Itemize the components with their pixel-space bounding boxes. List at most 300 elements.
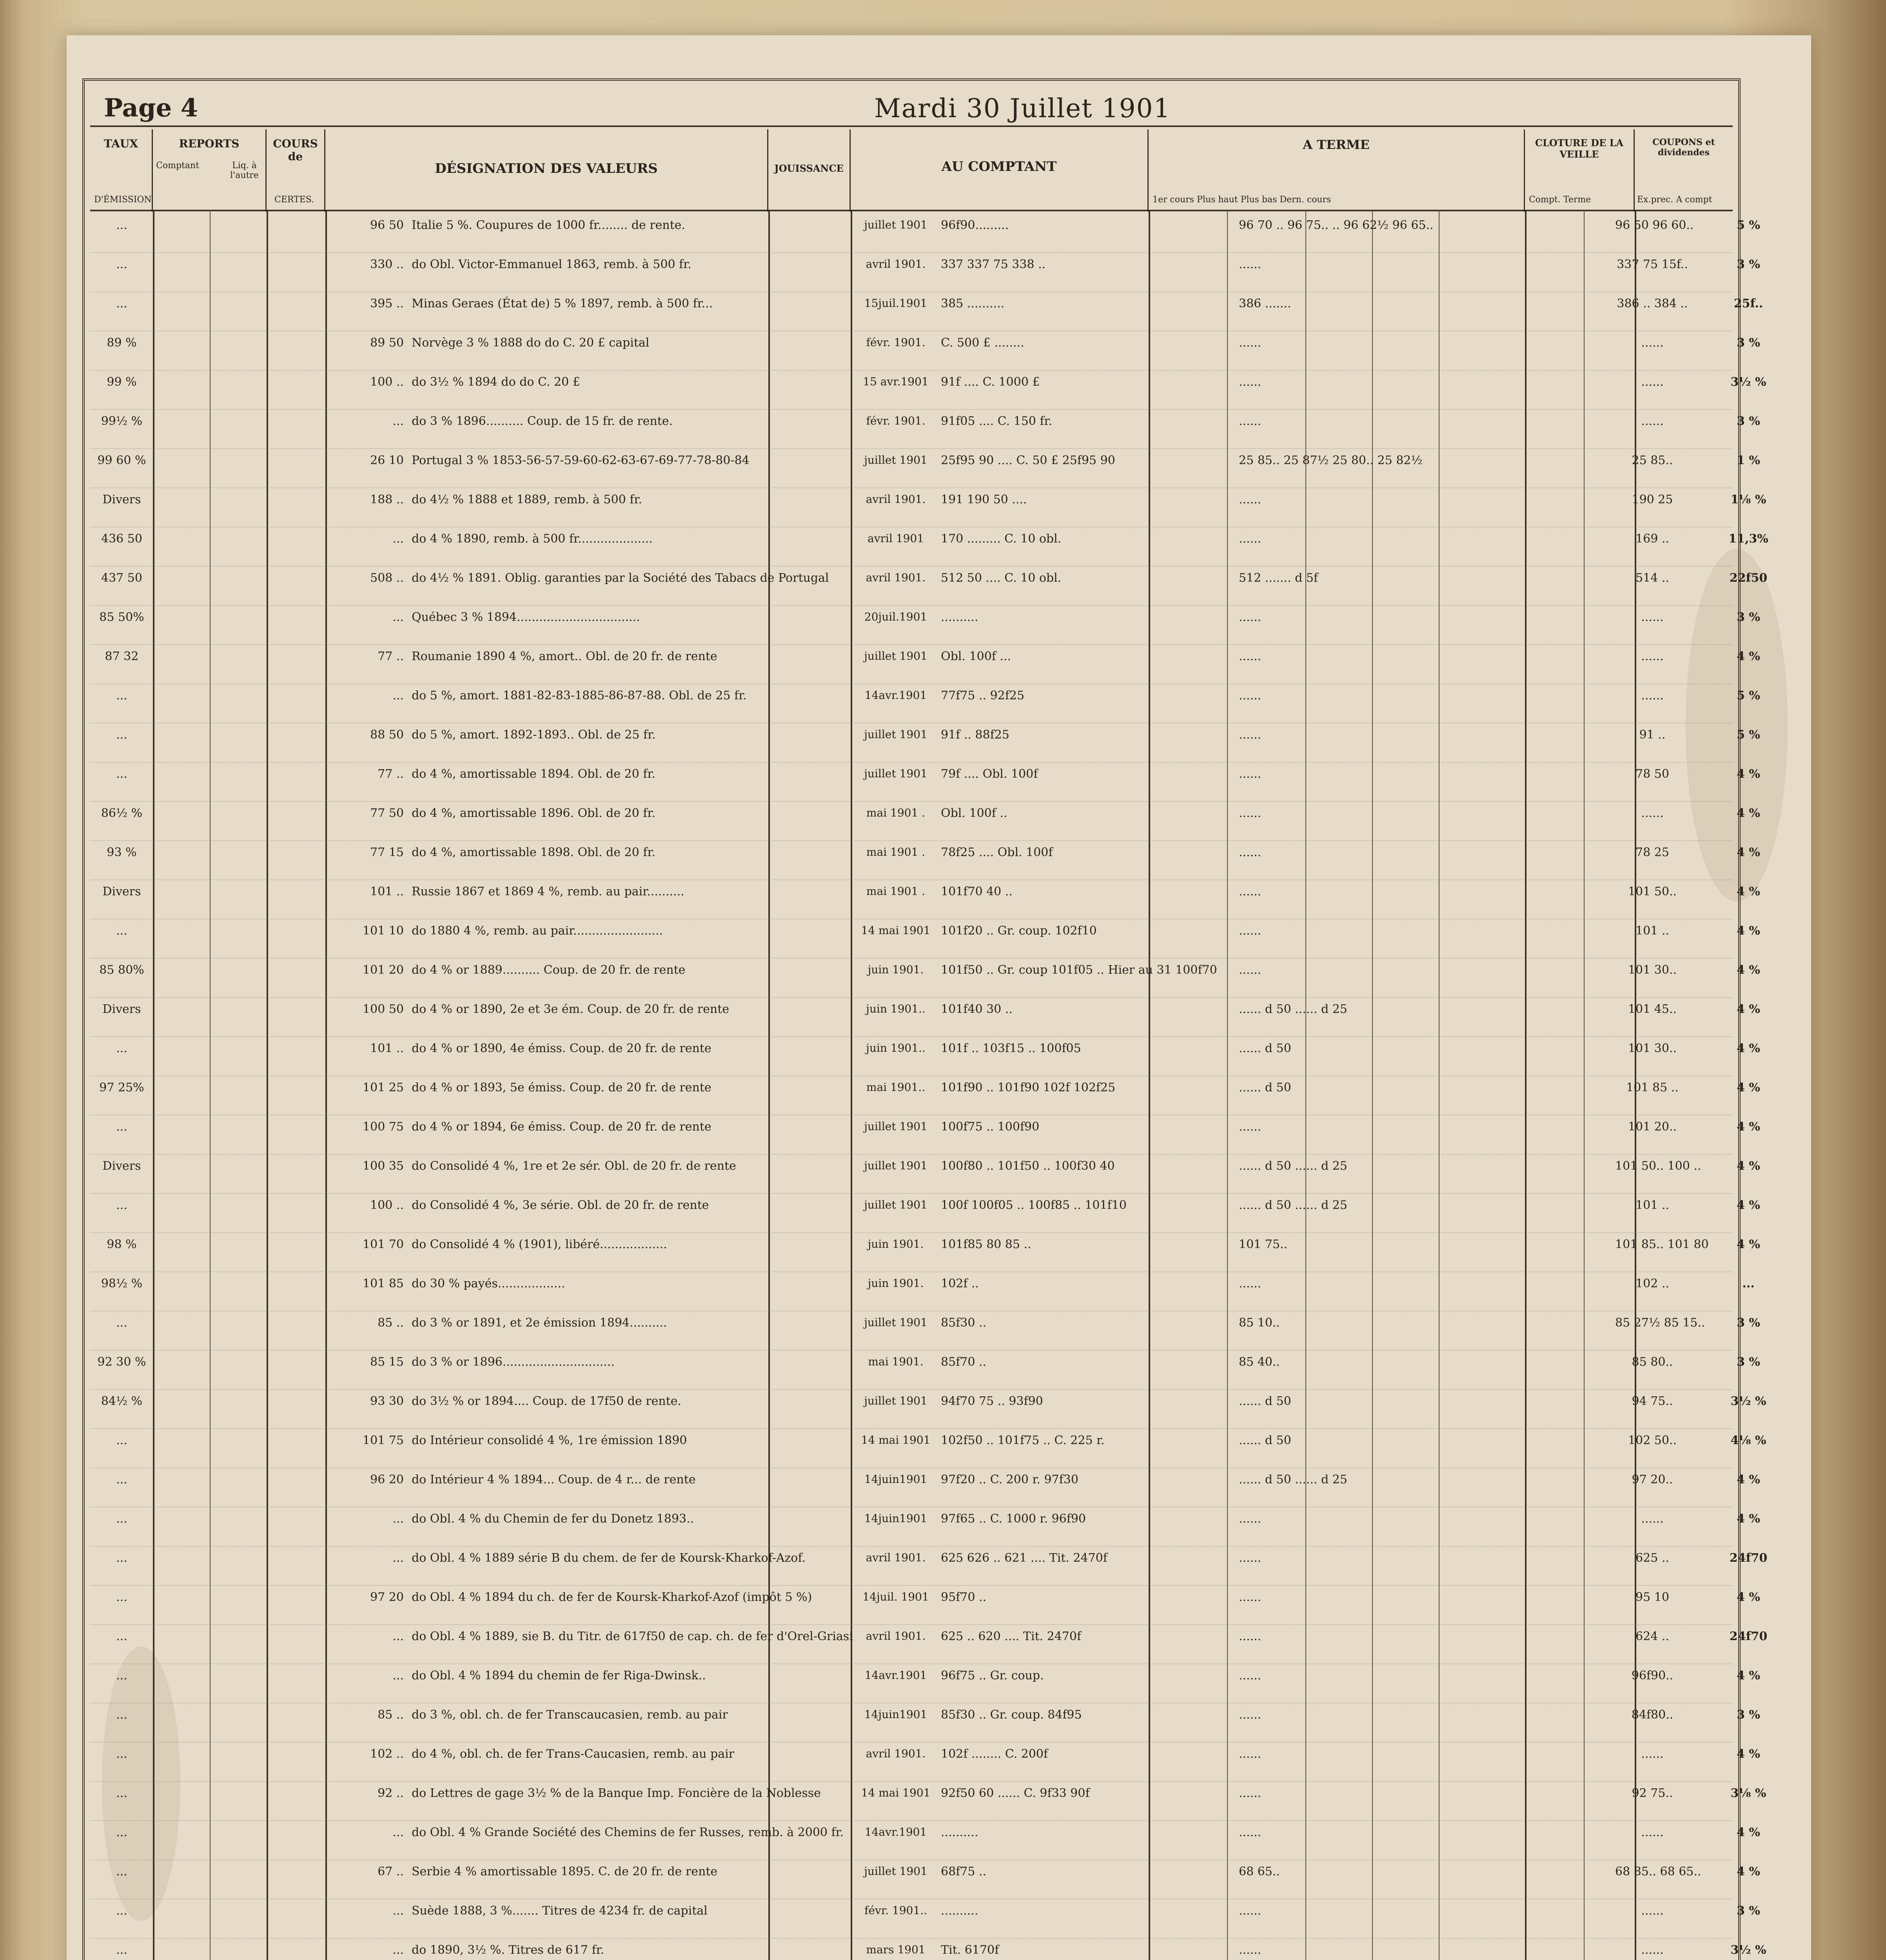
cell-cours: 101 85 [363, 1277, 404, 1290]
cell-desig: Serbie 4 % amortissable 1895. C. de 20 fr. de rente [412, 1865, 718, 1878]
cell-jouis: févr. 1901.. [864, 1904, 927, 1917]
cell-compt: 102f50 .. 101f75 .. C. 225 r. [941, 1434, 1105, 1447]
cell-taux: ... [116, 1943, 127, 1957]
cell-compt: 25f95 90 .... C. 50 £ 25f95 90 [941, 454, 1115, 467]
table-row [90, 1429, 1766, 1468]
table-row [90, 253, 1760, 292]
cell-compt: 77f75 .. 92f25 [941, 689, 1025, 702]
cell-terme: 68 65.. [1239, 1865, 1280, 1878]
cell-taux: ... [116, 767, 127, 781]
cell-cours: ... [392, 1669, 404, 1682]
cell-coupon: 3 % [1737, 1708, 1760, 1722]
cell-desig: do 4½ % 1888 et 1889, remb. à 500 fr. [412, 493, 642, 506]
cell-jouis: juillet 1901 [864, 650, 928, 662]
cell-coupon: 1 % [1737, 454, 1760, 467]
cell-taux: 99½ % [101, 414, 143, 428]
cell-cours: 101 20 [363, 963, 404, 977]
cell-taux: 436 50 [101, 532, 142, 546]
cell-jouis: avril 1901. [866, 258, 926, 270]
cell-coupon: 4 % [1737, 1747, 1760, 1761]
cell-desig: do 4 % or 1890, 2e et 3e ém. Coup. de 20 fr. de rente [412, 1002, 729, 1016]
cell-veille: ...... [1641, 689, 1664, 702]
cell-coupon: 3 % [1737, 1904, 1760, 1918]
cell-jouis: juillet 1901 [864, 1865, 928, 1878]
cell-taux: 97 25% [99, 1081, 144, 1094]
cell-cours: 85 15 [370, 1355, 404, 1369]
table-row [90, 645, 1760, 684]
cell-terme: ...... [1239, 1512, 1262, 1526]
cell-terme: 386 ....... [1239, 297, 1291, 310]
header-reports-comptant: Comptant [156, 161, 199, 171]
cell-desig: do 4 % 1890, remb. à 500 fr.................... [412, 532, 653, 546]
cell-jouis: juillet 1901 [864, 1120, 928, 1133]
cell-cours: 67 .. [378, 1865, 404, 1878]
table-row [90, 762, 1760, 802]
table-row [90, 331, 1760, 370]
cell-veille: 94 75.. [1632, 1394, 1673, 1408]
cell-desig: do 4 %, amortissable 1894. Obl. de 20 fr. [412, 767, 655, 781]
cell-coupon: 3½ % [1730, 375, 1766, 389]
cell-cours: ... [392, 414, 404, 428]
cell-veille: 514 .. [1636, 571, 1669, 585]
cell-veille: 386 .. 384 .. [1617, 297, 1688, 310]
cell-desig: Minas Geraes (État de) 5 % 1897, remb. à 500 fr... [412, 297, 713, 310]
table-row [90, 1703, 1760, 1742]
cell-desig: do Consolidé 4 % (1901), libéré.................. [412, 1238, 667, 1251]
cell-veille: 625 .. [1636, 1551, 1669, 1565]
cell-taux: Divers [102, 493, 141, 506]
cell-compt: 85f70 .. [941, 1355, 987, 1369]
cell-taux: 437 50 [101, 571, 142, 585]
cell-desig: Roumanie 1890 4 %, amort.. Obl. de 20 fr. de rente [412, 650, 717, 663]
cell-coupon: 3½ % [1730, 1394, 1766, 1408]
cell-cours: ... [392, 610, 404, 624]
cell-coupon: 4 % [1737, 767, 1760, 781]
cell-desig: do Intérieur consolidé 4 %, 1re émission 1890 [412, 1434, 687, 1447]
cell-cours: 85 .. [378, 1708, 404, 1722]
cell-terme: ...... [1239, 1551, 1262, 1565]
cell-veille: ...... [1641, 806, 1664, 820]
table-row [90, 370, 1766, 410]
cell-taux: ... [116, 1904, 127, 1918]
cell-jouis: mai 1901 . [866, 846, 926, 858]
cell-taux: ... [116, 1120, 127, 1134]
cell-jouis: mai 1901.. [866, 1081, 926, 1094]
cell-jouis: avril 1901. [866, 1630, 926, 1642]
header-designation [325, 129, 768, 212]
cell-compt: 97f20 .. C. 200 r. 97f30 [941, 1473, 1078, 1486]
header-cours-label: COURS de [273, 137, 318, 163]
cell-cours: 101 .. [370, 1042, 404, 1055]
table-row [90, 998, 1760, 1037]
table-row [90, 1233, 1760, 1272]
cell-veille: 91 .. [1639, 728, 1666, 742]
cell-jouis: juillet 1901 [864, 1159, 928, 1172]
table-row [90, 1468, 1760, 1507]
table-row [90, 1821, 1760, 1860]
cell-desig: Italie 5 %. Coupures de 1000 fr........ de rente. [412, 218, 685, 232]
header-coupons [1635, 129, 1733, 212]
table-row [90, 1194, 1760, 1233]
cell-cours: 101 .. [370, 885, 404, 898]
table-row [90, 880, 1760, 919]
cell-cours: 77 .. [378, 650, 404, 663]
table-row [90, 488, 1766, 527]
cell-desig: do Obl. 4 % 1889, sie B. du Titr. de 617f50 de cap. ch. de fer d'Orel-Griasi [412, 1630, 853, 1643]
table-row [90, 1272, 1755, 1311]
cell-coupon: 4⅛ % [1730, 1434, 1766, 1447]
cell-compt: 191 190 50 .... [941, 493, 1027, 506]
cell-coupon: 3 % [1737, 414, 1760, 428]
cell-compt: 625 626 .. 621 .... Tit. 2470f [941, 1551, 1107, 1565]
cell-coupon: 11,3% [1728, 532, 1768, 546]
cell-terme: ...... [1239, 493, 1262, 506]
cell-taux: 84½ % [101, 1394, 143, 1408]
cell-jouis: 14juin1901 [864, 1473, 928, 1486]
cell-terme: ...... d 50 ...... d 25 [1239, 1473, 1347, 1486]
cell-compt: 512 50 .... C. 10 obl. [941, 571, 1062, 585]
cell-taux: ... [116, 1669, 127, 1682]
cell-veille: 84f80.. [1631, 1708, 1674, 1722]
cell-taux: ... [116, 1473, 127, 1486]
header-au-comptant [851, 129, 1149, 212]
cell-jouis: juillet 1901 [864, 1394, 928, 1407]
cell-compt: 78f25 .... Obl. 100f [941, 846, 1053, 859]
cell-coupon: 4 % [1737, 1042, 1760, 1055]
cell-desig: do 1890, 3½ %. Titres de 617 fr. [412, 1943, 604, 1957]
cell-veille: 102 .. [1636, 1277, 1669, 1290]
header-cloture [1525, 129, 1635, 212]
cell-jouis: juin 1901.. [866, 1002, 926, 1015]
cell-veille: 92 75.. [1632, 1786, 1673, 1800]
table-row [90, 214, 1760, 253]
cell-taux: ... [116, 1786, 127, 1800]
cell-veille: ...... [1641, 610, 1664, 624]
cell-veille: 101 20.. [1628, 1120, 1677, 1134]
cell-veille: ...... [1641, 375, 1664, 389]
cell-terme: ...... [1239, 375, 1262, 389]
cell-jouis: juillet 1901 [864, 1198, 928, 1211]
cell-coupon: 22f50 [1729, 571, 1768, 585]
cell-taux: ... [116, 1316, 127, 1330]
cell-taux: ... [116, 1042, 127, 1055]
cell-jouis: mai 1901. [868, 1355, 924, 1368]
cell-jouis: juillet 1901 [864, 767, 928, 780]
cell-terme: ...... [1239, 258, 1262, 271]
cell-veille: ...... [1641, 1512, 1664, 1526]
cell-desig: do Obl. 4 % Grande Société des Chemins de fer Russes, remb. à 2000 fr. [412, 1826, 844, 1839]
cell-compt: 102f ........ C. 200f [941, 1747, 1048, 1761]
cell-compt: .......... [941, 1904, 978, 1918]
cell-desig: do Obl. 4 % 1894 du ch. de fer de Koursk-Kharkof-Azof (impôt 5 %) [412, 1590, 812, 1604]
table-row [90, 1037, 1760, 1076]
cell-compt: 101f85 80 85 .. [941, 1238, 1031, 1251]
cell-veille: ...... [1641, 1943, 1664, 1957]
cell-jouis: févr. 1901. [866, 336, 926, 349]
cell-coupon: 4 % [1737, 1826, 1760, 1839]
cell-coupon: 25f.. [1734, 297, 1763, 310]
cell-jouis: avril 1901. [866, 1747, 926, 1760]
cell-veille: ...... [1641, 1826, 1664, 1839]
page-number: Page 4 [104, 93, 198, 123]
table-row [90, 566, 1768, 606]
cell-compt: 170 ......... C. 10 obl. [941, 532, 1062, 546]
cell-cours: ... [392, 1943, 404, 1957]
cell-veille: 190 25 [1632, 493, 1673, 506]
cell-desig: do 4 % or 1889.......... Coup. de 20 fr. de rente [412, 963, 686, 977]
cell-cours: 101 75 [363, 1434, 404, 1447]
cell-coupon: 4 % [1737, 1669, 1760, 1682]
cell-jouis: 14 mai 1901 [861, 1786, 931, 1799]
cell-desig: do 4 % or 1894, 6e émiss. Coup. de 20 fr. de rente [412, 1120, 712, 1134]
cell-veille: 101 85 .. [1626, 1081, 1679, 1094]
cell-cours: 77 50 [370, 806, 404, 820]
cell-taux: ... [116, 924, 127, 938]
table-row [90, 841, 1760, 880]
cell-taux: 85 50% [99, 610, 144, 624]
cell-terme: ...... [1239, 1747, 1262, 1761]
table-row [90, 958, 1760, 998]
cell-cours: 92 .. [378, 1786, 404, 1800]
cell-terme: ...... [1239, 1277, 1262, 1290]
cell-cours: 395 .. [370, 297, 404, 310]
cell-jouis: 14avr.1901 [864, 1669, 927, 1682]
table-row [90, 410, 1760, 449]
table-row [90, 1586, 1760, 1625]
cell-desig: Suède 1888, 3 %....... Titres de 4234 fr. de capital [412, 1904, 708, 1918]
cell-taux: ... [116, 1747, 127, 1761]
cell-veille: 101 50.. 100 .. [1615, 1159, 1701, 1173]
cell-terme: 101 75.. [1239, 1238, 1288, 1251]
table-row [90, 1154, 1760, 1194]
cell-compt: 95f70 .. [941, 1590, 987, 1604]
cell-desig: do Consolidé 4 %, 1re et 2e sér. Obl. de 20 fr. de rente [412, 1159, 736, 1173]
cell-jouis: 14avr.1901 [864, 1826, 927, 1838]
cell-jouis: 14 mai 1901 [861, 924, 931, 937]
cell-jouis: juin 1901. [868, 963, 924, 976]
cell-terme: ...... [1239, 532, 1262, 546]
cell-veille: 78 25 [1636, 846, 1669, 859]
cell-taux: 92 30 % [97, 1355, 146, 1369]
cell-terme: 512 ....... d 5f [1239, 571, 1318, 585]
cell-jouis: juin 1901. [868, 1277, 924, 1290]
table-row [90, 684, 1760, 723]
header-cours [267, 129, 325, 212]
cell-compt: 101f .. 103f15 .. 100f05 [941, 1042, 1081, 1055]
cell-jouis: juin 1901.. [866, 1042, 926, 1054]
cell-compt: 85f30 .. [941, 1316, 987, 1330]
cell-desig: do 4 % or 1890, 4e émiss. Coup. de 20 fr. de rente [412, 1042, 712, 1055]
cell-veille: 102 50.. [1628, 1434, 1677, 1447]
cell-terme: ...... d 50 [1239, 1081, 1291, 1094]
cell-compt: C. 500 £ ........ [941, 336, 1024, 350]
cell-veille: 85 27½ 85 15.. [1615, 1316, 1705, 1330]
cell-terme: ...... [1239, 846, 1262, 859]
cell-jouis: mai 1901 . [866, 806, 926, 819]
cell-coupon: 3 % [1737, 1316, 1760, 1330]
cell-desig: do 4 %, obl. ch. de fer Trans-Caucasien, remb. au pair [412, 1747, 735, 1761]
cell-desig: Norvège 3 % 1888 do do C. 20 £ capital [412, 336, 650, 350]
cell-jouis: 14juin1901 [864, 1708, 928, 1721]
cell-cours: 26 10 [370, 454, 404, 467]
cell-coupon: 4 % [1737, 650, 1760, 663]
cell-cours: 96 20 [370, 1473, 404, 1486]
cell-compt: 85f30 .. Gr. coup. 84f95 [941, 1708, 1082, 1722]
cell-compt: .......... [941, 1826, 978, 1839]
cell-taux: 98 % [107, 1238, 137, 1251]
table-row [90, 1938, 1766, 1960]
header-jouissance [768, 129, 851, 212]
cell-taux: 93 % [107, 846, 137, 859]
cell-coupon: 4 % [1737, 846, 1760, 859]
header-au-comptant-label: AU COMPTANT [941, 159, 1057, 174]
cell-coupon: 4 % [1737, 1120, 1760, 1134]
cell-taux: Divers [102, 885, 141, 898]
cell-cours: 93 30 [370, 1394, 404, 1408]
cell-compt: Obl. 100f ... [941, 650, 1011, 663]
cell-desig: do 3½ % or 1894.... Coup. de 17f50 de rente. [412, 1394, 681, 1408]
cell-taux: 85 80% [99, 963, 144, 977]
table-row [90, 1115, 1760, 1154]
cell-compt: 100f75 .. 100f90 [941, 1120, 1040, 1134]
table-row [90, 449, 1760, 488]
table-row [90, 292, 1763, 331]
cell-desig: do 4 %, amortissable 1898. Obl. de 20 fr. [412, 846, 655, 859]
cell-veille: 624 .. [1636, 1630, 1669, 1643]
cell-coupon: 3 % [1737, 258, 1760, 271]
cell-compt: 102f .. [941, 1277, 979, 1290]
cell-cours: ... [392, 1826, 404, 1839]
cell-cours: ... [392, 1551, 404, 1565]
cell-compt: Obl. 100f .. [941, 806, 1007, 820]
cell-cours: 100 .. [370, 375, 404, 389]
cell-terme: ...... [1239, 885, 1262, 898]
cell-compt: 101f20 .. Gr. coup. 102f10 [941, 924, 1097, 938]
cell-compt: .......... [941, 610, 978, 624]
cell-cours: ... [392, 1512, 404, 1526]
header-cours-sub: CERTES. [274, 195, 314, 205]
cell-jouis: juillet 1901 [864, 454, 928, 466]
cell-taux: ... [116, 218, 127, 232]
cell-compt: 96f90......... [941, 218, 1009, 232]
cell-cours: ... [392, 1904, 404, 1918]
cell-desig: do Obl. Victor-Emmanuel 1863, remb. à 500 fr. [412, 258, 692, 271]
cell-terme: ...... [1239, 414, 1262, 428]
cell-taux: 86½ % [101, 806, 143, 820]
cell-desig: do Obl. 4 % 1889 série B du chem. de fer de Koursk-Kharkof-Azof. [412, 1551, 806, 1565]
cell-desig: do Obl. 4 % du Chemin de fer du Donetz 1893.. [412, 1512, 694, 1526]
cell-compt: 101f70 40 .. [941, 885, 1013, 898]
cell-jouis: juillet 1901 [864, 1316, 928, 1329]
table-row [90, 1860, 1760, 1899]
cell-taux: ... [116, 297, 127, 310]
cell-compt: 100f80 .. 101f50 .. 100f30 40 [941, 1159, 1115, 1173]
cell-coupon: 4 % [1737, 1081, 1760, 1094]
cell-coupon: 4 % [1737, 963, 1760, 977]
cell-terme: ...... [1239, 1786, 1262, 1800]
table-row [90, 1076, 1760, 1115]
cell-veille: 101 .. [1636, 1198, 1669, 1212]
cell-terme: ...... [1239, 1590, 1262, 1604]
cell-terme: ...... [1239, 728, 1262, 742]
cell-taux: ... [116, 689, 127, 702]
cell-coupon: 5 % [1737, 218, 1760, 232]
cell-terme: ...... [1239, 689, 1262, 702]
table-row [90, 1507, 1760, 1546]
cell-veille: ...... [1641, 650, 1664, 663]
cell-compt: 101f40 30 .. [941, 1002, 1013, 1016]
cell-jouis: avril 1901 [868, 532, 924, 545]
cell-terme: ...... d 50 ...... d 25 [1239, 1159, 1347, 1173]
table-row [90, 1664, 1760, 1703]
table-row [90, 1899, 1760, 1938]
cell-terme: ...... d 50 [1239, 1434, 1291, 1447]
table-row [90, 723, 1760, 762]
cell-compt: 101f50 .. Gr. coup 101f05 .. Hier au 31 100f70 [941, 963, 1217, 977]
cell-terme: ...... [1239, 610, 1262, 624]
cell-coupon: 4 % [1737, 1865, 1760, 1878]
table-row [90, 1350, 1760, 1390]
header-taux-label: TAUX [103, 137, 138, 150]
cell-compt: 96f75 .. Gr. coup. [941, 1669, 1044, 1682]
cell-desig: do Lettres de gage 3½ % de la Banque Imp. Foncière de la Noblesse [412, 1786, 821, 1800]
cell-terme: ...... [1239, 963, 1262, 977]
header-taux [90, 129, 153, 212]
table-row [90, 1311, 1760, 1350]
cell-jouis: 15juil.1901 [864, 297, 928, 310]
cell-coupon: 3 % [1737, 336, 1760, 350]
cell-coupon: 24f70 [1729, 1551, 1768, 1565]
cell-terme: ...... [1239, 924, 1262, 938]
cell-veille: ...... [1641, 414, 1664, 428]
cell-terme: ...... [1239, 1669, 1262, 1682]
cell-taux: Divers [102, 1002, 141, 1016]
cell-jouis: 14 mai 1901 [861, 1434, 931, 1446]
cell-cours: 96 50 [370, 218, 404, 232]
cell-desig: Portugal 3 % 1853-56-57-59-60-62-63-67-69-77-78-80-84 [412, 454, 750, 467]
cell-desig: Québec 3 % 1894................................. [412, 610, 640, 624]
cell-terme: ...... [1239, 1120, 1262, 1134]
cell-taux: Divers [102, 1159, 141, 1173]
cell-coupon: 4 % [1737, 1238, 1760, 1251]
header-coupons-label: COUPONS et dividendes [1652, 137, 1715, 158]
header-reports-label: REPORTS [179, 137, 240, 150]
cell-cours: 101 70 [363, 1238, 404, 1251]
table-row [90, 802, 1760, 841]
cell-coupon: 4 % [1737, 806, 1760, 820]
cell-coupon: 3⅛ % [1730, 1786, 1766, 1800]
header-cloture-sub: Compt. Terme [1529, 195, 1591, 205]
cell-taux: ... [116, 1512, 127, 1526]
header-designation-label: DÉSIGNATION DES VALEURS [435, 161, 658, 176]
cell-veille: ...... [1641, 1904, 1664, 1918]
cell-terme: 25 85.. 25 87½ 25 80.. 25 82½ [1239, 454, 1423, 467]
cell-compt: 91f .. 88f25 [941, 728, 1009, 742]
cell-desig: do 3 % or 1896.............................. [412, 1355, 615, 1369]
cell-cours: ... [392, 689, 404, 702]
table-row [90, 1625, 1768, 1664]
cell-jouis: avril 1901. [866, 571, 926, 584]
header-a-terme-sub: 1er cours Plus haut Plus bas Dern. cours [1153, 195, 1331, 205]
cell-terme: ...... [1239, 806, 1262, 820]
table-row [90, 1742, 1760, 1782]
cell-compt: 385 .......... [941, 297, 1005, 310]
cell-taux: 99 % [107, 375, 137, 389]
cell-coupon: 4 % [1737, 885, 1760, 898]
cell-cours: 101 10 [363, 924, 404, 938]
cell-cours: ... [392, 1630, 404, 1643]
cell-desig: do Intérieur 4 % 1894... Coup. de 4 r... de rente [412, 1473, 696, 1486]
